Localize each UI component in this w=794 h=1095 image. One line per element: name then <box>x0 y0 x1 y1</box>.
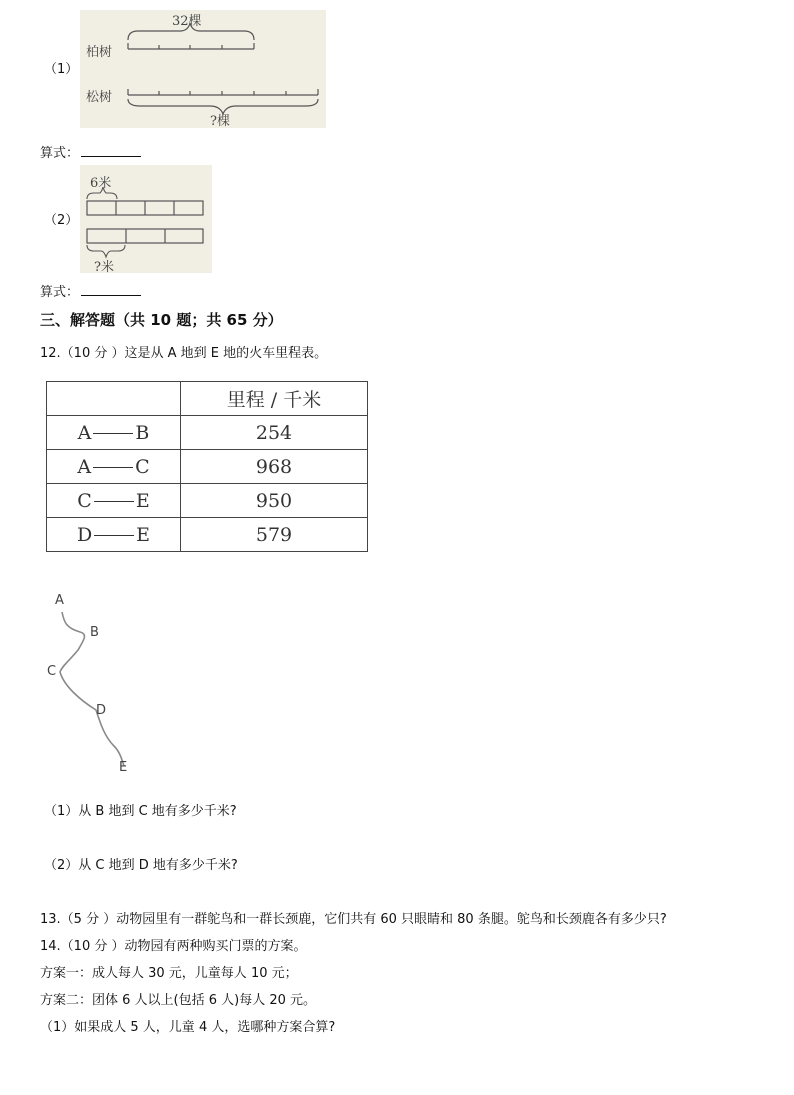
question-14-sub-1: （1）如果成人 5 人，儿童 4 人，选哪种方案合算? <box>40 1020 336 1035</box>
question-12-stem: 12.（10 分 ）这是从 A 地到 E 地的火车里程表。 <box>40 346 328 361</box>
point-c-label: C <box>47 664 57 679</box>
long-bar <box>87 229 203 243</box>
part-1-label: （1） <box>44 62 79 77</box>
question-13-stem: 13.（5 分 ）动物园里有一群鸵鸟和一群长颈鹿，它们共有 60 只眼睛和 80 条腿。鸵鸟和长颈鹿各有多少只? <box>40 912 667 927</box>
table-header-cell: 里程 / 千米 <box>181 382 368 416</box>
distance-cell: 950 <box>181 484 368 518</box>
section-heading: 三、解答题（共 10 题；共 65 分） <box>40 311 283 329</box>
table-row <box>47 416 368 450</box>
part-2-label: （2） <box>44 213 79 228</box>
formula-line-2 <box>40 282 141 302</box>
table-row <box>47 450 368 484</box>
question-12-sub-1: （1）从 B 地到 C 地有多少千米? <box>44 804 237 819</box>
route-cell: A C <box>47 450 181 484</box>
route-cell: D E <box>47 518 181 552</box>
point-b-label: B <box>90 625 99 640</box>
table-row <box>47 484 368 518</box>
distance-cell: 254 <box>181 416 368 450</box>
length-diagram <box>80 165 212 273</box>
plan-2: 方案二：团体 6 人以上(包括 6 人)每人 20 元。 <box>40 993 317 1008</box>
formula-label: 算式： <box>40 146 80 161</box>
point-e-label: E <box>119 760 128 775</box>
route-map <box>40 590 150 780</box>
question-14-stem: 14.（10 分 ）动物园有两种购买门票的方案。 <box>40 939 307 954</box>
route-cell: C E <box>47 484 181 518</box>
distance-cell: 968 <box>181 450 368 484</box>
distance-cell: 579 <box>181 518 368 552</box>
cypress-label: 柏树 <box>86 45 113 60</box>
answer-blank[interactable] <box>81 282 141 296</box>
table-header-cell <box>47 382 181 416</box>
point-a-label: A <box>55 593 64 608</box>
formula-line-1 <box>40 143 141 163</box>
mileage-table <box>46 381 368 552</box>
table-header-row <box>47 382 368 416</box>
top-count-label: 32棵 <box>172 14 202 29</box>
answer-blank[interactable] <box>81 143 141 157</box>
bottom-length-label: ?米 <box>94 260 114 275</box>
pine-label: 松树 <box>86 90 113 105</box>
question-12-sub-2: （2）从 C 地到 D 地有多少千米? <box>44 858 238 873</box>
top-length-label: 6米 <box>90 176 112 191</box>
plan-1: 方案一：成人每人 30 元，儿童每人 10 元； <box>40 966 298 981</box>
formula-label: 算式： <box>40 285 80 300</box>
point-d-label: D <box>96 703 107 718</box>
route-cell: A B <box>47 416 181 450</box>
bottom-count-label: ?棵 <box>210 114 230 129</box>
table-row <box>47 518 368 552</box>
tree-count-diagram <box>80 10 326 128</box>
